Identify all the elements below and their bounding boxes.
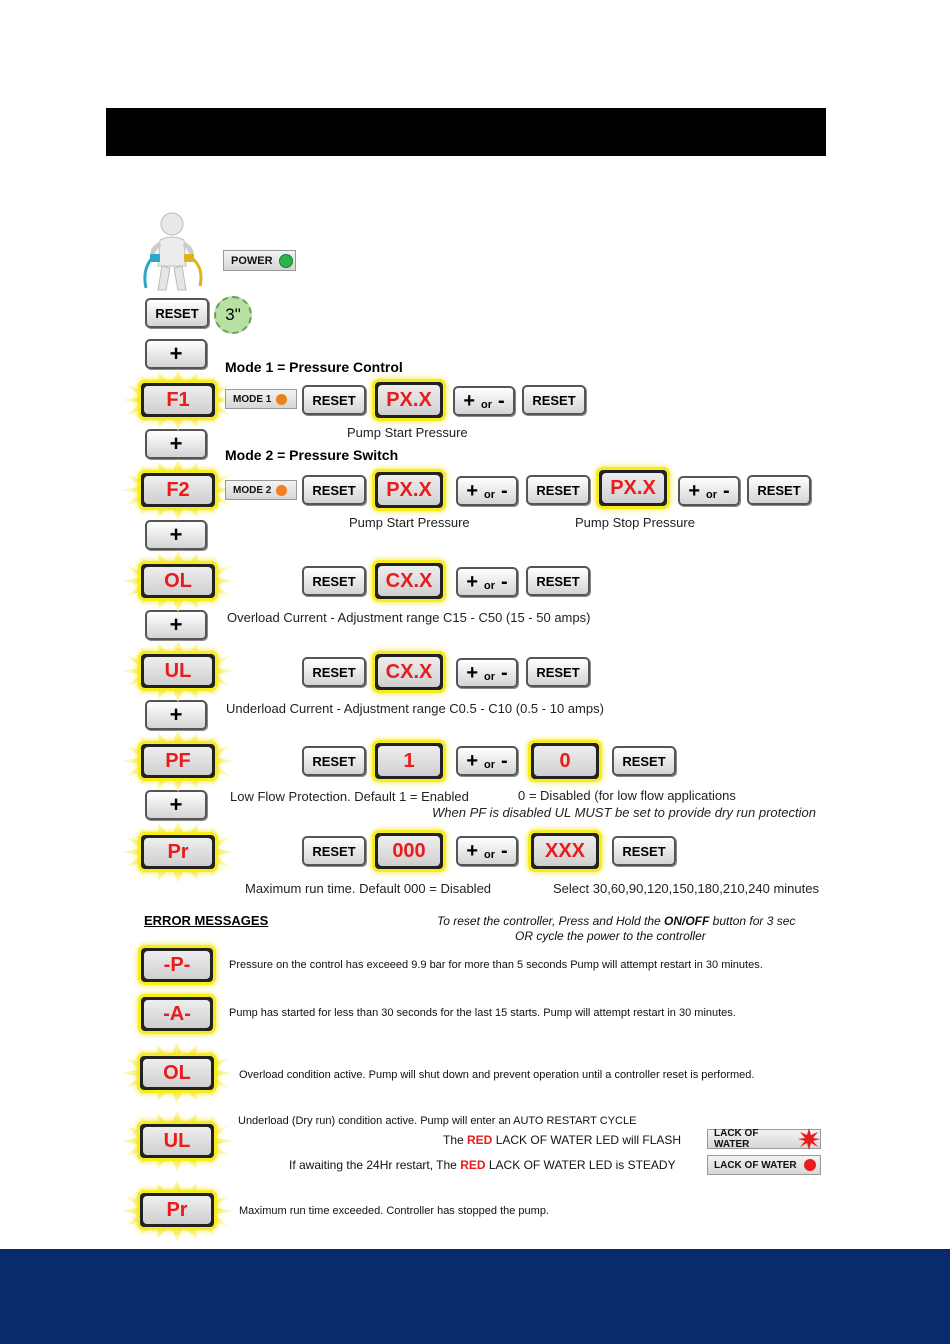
error-ul-line2 bbox=[443, 1133, 681, 1147]
plus-glyph: + bbox=[688, 479, 700, 502]
menu-code-text: PF bbox=[144, 747, 212, 775]
plus-glyph: + bbox=[466, 749, 478, 772]
pr-caption-default: Maximum run time. Default 000 = Disabled bbox=[245, 881, 492, 896]
plus-glyph: + bbox=[466, 839, 478, 862]
plus-button[interactable]: + bbox=[145, 429, 207, 459]
mode1-caption: Pump Start Pressure bbox=[347, 425, 468, 440]
plus-minus-button[interactable] bbox=[456, 567, 518, 597]
minus-glyph: - bbox=[501, 661, 508, 684]
reset-note-pre: To reset the controller, Press and Hold the bbox=[437, 914, 665, 928]
minus-glyph: - bbox=[498, 389, 505, 412]
lack-of-water-steady-indicator bbox=[707, 1155, 821, 1175]
or-label: or bbox=[484, 580, 495, 592]
reset-button[interactable]: RESET bbox=[302, 475, 366, 505]
error-code-display bbox=[138, 994, 216, 1034]
plus-button[interactable]: + bbox=[145, 520, 207, 550]
mode1-indicator bbox=[225, 389, 297, 409]
mode2-indicator bbox=[225, 480, 297, 500]
pf-caption-enabled: Low Flow Protection. Default 1 = Enabled bbox=[230, 789, 469, 804]
reset-button[interactable]: RESET bbox=[145, 298, 209, 328]
reset-note-line2: OR cycle the power to the controller bbox=[515, 929, 706, 943]
plus-glyph: + bbox=[466, 479, 478, 502]
reset-button[interactable]: RESET bbox=[612, 746, 676, 776]
or-label: or bbox=[484, 759, 495, 771]
reset-note-post: button for 3 sec bbox=[709, 914, 796, 928]
ul-line2-red: RED bbox=[467, 1133, 493, 1147]
reset-button[interactable]: RESET bbox=[526, 657, 590, 687]
power-label: POWER bbox=[231, 254, 273, 267]
or-label: or bbox=[484, 849, 495, 861]
title-bar bbox=[106, 108, 826, 156]
minus-glyph: - bbox=[501, 479, 508, 502]
mode1-title: Mode 1 = Pressure Control bbox=[225, 359, 403, 375]
value-text: 000 bbox=[378, 836, 440, 866]
reset-button[interactable]: RESET bbox=[302, 657, 366, 687]
reset-button[interactable]: RESET bbox=[526, 566, 590, 596]
minus-glyph: - bbox=[501, 570, 508, 593]
value-display bbox=[372, 651, 446, 693]
error-ol-text: Overload condition active. Pump will shut down and prevent operation until a controller reset is performed. bbox=[239, 1069, 755, 1081]
mode2-caption-stop: Pump Stop Pressure bbox=[575, 515, 695, 530]
pf-warning-note: When PF is disabled UL MUST be set to provide dry run protection bbox=[432, 805, 816, 820]
mode2-label: MODE 2 bbox=[233, 484, 272, 496]
error-code-display bbox=[137, 1190, 217, 1230]
error-code-display bbox=[138, 945, 216, 985]
flashing-led-icon bbox=[798, 1128, 820, 1150]
ul-caption: Underload Current - Adjustment range C0.5 - C10 (0.5 - 10 amps) bbox=[226, 701, 604, 716]
error-code-text: UL bbox=[143, 1127, 211, 1155]
menu-code-text: F1 bbox=[144, 386, 212, 414]
value-text: PX.X bbox=[602, 473, 664, 503]
error-ul-line1: Underload (Dry run) condition active. Pump will enter an AUTO RESTART CYCLE bbox=[238, 1115, 637, 1127]
menu-code-text: F2 bbox=[144, 476, 212, 504]
or-label: or bbox=[484, 671, 495, 683]
value-display bbox=[596, 467, 670, 509]
reset-note-bold: ON/OFF bbox=[664, 914, 710, 928]
value-text: CX.X bbox=[378, 657, 440, 687]
error-ul-line3 bbox=[289, 1158, 676, 1172]
error-pr-text: Maximum run time exceeded. Controller has stopped the pump. bbox=[239, 1205, 549, 1217]
reset-button[interactable]: RESET bbox=[747, 475, 811, 505]
plus-button[interactable]: + bbox=[145, 700, 207, 730]
value-text: XXX bbox=[534, 836, 596, 866]
menu-code-text: UL bbox=[144, 657, 212, 685]
pr-caption-select: Select 30,60,90,120,150,180,210,240 minutes bbox=[553, 881, 819, 896]
reset-button[interactable]: RESET bbox=[526, 475, 590, 505]
reset-button[interactable]: RESET bbox=[302, 566, 366, 596]
menu-code-display bbox=[138, 380, 218, 420]
reset-note-line1 bbox=[437, 914, 795, 928]
mode2-title: Mode 2 = Pressure Switch bbox=[225, 447, 399, 463]
value-text: 1 bbox=[378, 746, 440, 776]
menu-code-display bbox=[138, 832, 218, 872]
value-display bbox=[528, 740, 602, 782]
mode-led-icon bbox=[276, 394, 287, 405]
error-messages-heading: ERROR MESSAGES bbox=[144, 913, 269, 928]
mode-led-icon bbox=[276, 485, 287, 496]
error-p-text: Pressure on the control has exceeed 9.9 bar for more than 5 seconds Pump will attempt restart in 30 minutes. bbox=[229, 959, 763, 971]
power-indicator bbox=[223, 250, 296, 271]
value-display bbox=[528, 830, 602, 872]
footer-bar bbox=[0, 1249, 950, 1344]
ul-line2-pre: The bbox=[443, 1133, 468, 1147]
error-code-text: -P- bbox=[144, 951, 210, 979]
minus-glyph: - bbox=[501, 839, 508, 862]
plus-button[interactable]: + bbox=[145, 790, 207, 820]
value-display bbox=[372, 560, 446, 602]
minus-glyph: - bbox=[501, 749, 508, 772]
mode2-caption-start: Pump Start Pressure bbox=[349, 515, 470, 530]
ul-line3-post: LACK OF WATER LED is STEADY bbox=[485, 1158, 676, 1172]
or-label: or bbox=[481, 399, 492, 411]
error-code-text: Pr bbox=[143, 1196, 211, 1224]
error-code-text: -A- bbox=[144, 1000, 210, 1028]
steady-led-icon bbox=[804, 1159, 816, 1171]
power-led-icon bbox=[279, 254, 293, 268]
error-code-display bbox=[137, 1121, 217, 1161]
value-text: CX.X bbox=[378, 566, 440, 596]
lack-of-water-label: LACK OF WATER bbox=[714, 1128, 759, 1150]
menu-code-text: Pr bbox=[144, 838, 212, 866]
error-code-text: OL bbox=[143, 1059, 211, 1087]
plus-minus-button[interactable] bbox=[678, 476, 740, 506]
mode1-label: MODE 1 bbox=[233, 393, 272, 405]
error-a-text: Pump has started for less than 30 seconds for the last 15 starts. Pump will attempt restart in 30 minutes. bbox=[229, 1007, 736, 1019]
value-display bbox=[372, 830, 446, 872]
menu-code-display bbox=[138, 741, 218, 781]
error-code-display bbox=[137, 1053, 217, 1093]
plus-minus-button[interactable] bbox=[456, 476, 518, 506]
ul-line3-red: RED bbox=[460, 1158, 486, 1172]
value-display bbox=[372, 379, 446, 421]
plus-glyph: + bbox=[463, 389, 475, 412]
minus-glyph: - bbox=[723, 479, 730, 502]
reset-button[interactable]: RESET bbox=[522, 385, 586, 415]
plus-minus-button[interactable] bbox=[456, 658, 518, 688]
menu-code-display bbox=[138, 561, 218, 601]
ul-line3-pre: If awaiting the 24Hr restart, The bbox=[289, 1158, 461, 1172]
plus-glyph: + bbox=[466, 570, 478, 593]
plus-button[interactable]: + bbox=[145, 610, 207, 640]
or-label: or bbox=[706, 489, 717, 501]
plus-minus-button[interactable] bbox=[453, 386, 515, 416]
value-text: 0 bbox=[534, 746, 596, 776]
lack-of-water-label: LACK OF WATER bbox=[714, 1159, 797, 1171]
menu-code-text: OL bbox=[144, 567, 212, 595]
ul-line2-post: LACK OF WATER LED will FLASH bbox=[492, 1133, 682, 1147]
plus-minus-button[interactable] bbox=[456, 836, 518, 866]
value-text: PX.X bbox=[378, 385, 440, 415]
reset-button[interactable]: RESET bbox=[302, 385, 366, 415]
ol-caption: Overload Current - Adjustment range C15 - C50 (15 - 50 amps) bbox=[227, 610, 591, 625]
lack-of-water-flash-indicator bbox=[707, 1129, 821, 1149]
person-plug-icon bbox=[138, 210, 210, 292]
plus-glyph: + bbox=[466, 661, 478, 684]
menu-code-display bbox=[138, 470, 218, 510]
reset-button[interactable]: RESET bbox=[612, 836, 676, 866]
hold-timer-badge: 3" bbox=[214, 296, 252, 334]
value-text: PX.X bbox=[378, 475, 440, 505]
value-display bbox=[372, 740, 446, 782]
reset-button[interactable]: RESET bbox=[302, 746, 366, 776]
value-display bbox=[372, 469, 446, 511]
menu-code-display bbox=[138, 651, 218, 691]
plus-button[interactable]: + bbox=[145, 339, 207, 369]
pf-caption-disabled: 0 = Disabled (for low flow applications bbox=[518, 788, 736, 803]
plus-minus-button[interactable] bbox=[456, 746, 518, 776]
or-label: or bbox=[484, 489, 495, 501]
reset-button[interactable]: RESET bbox=[302, 836, 366, 866]
